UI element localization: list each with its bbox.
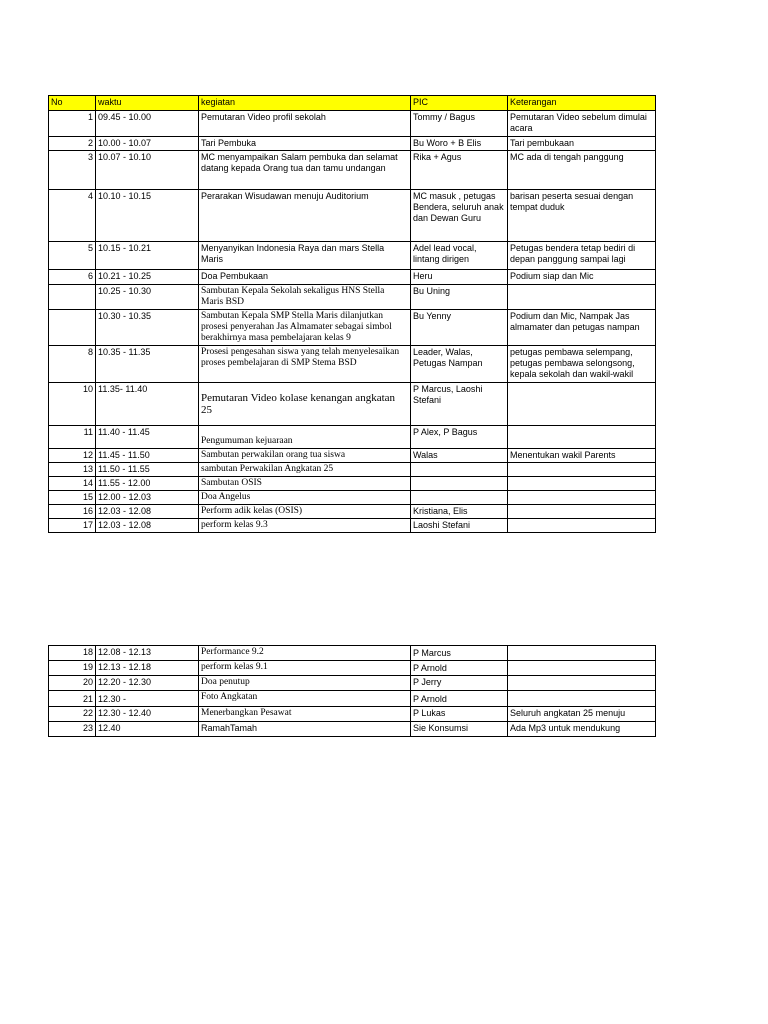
row-keterangan: petugas pembawa selempang, petugas pembawa selongsong, kepala sekolah dan wakil-wakil — [508, 346, 656, 383]
row-no: 16 — [49, 505, 96, 519]
table-row — [49, 270, 656, 285]
row-keterangan: Pemutaran Video sebelum dimulai acara — [508, 111, 656, 137]
row-keterangan: Menentukan wakil Parents — [508, 449, 656, 463]
table-row — [49, 519, 656, 533]
header-no: No — [49, 96, 96, 111]
row-pic: Adel lead vocal, lintang dirigen — [411, 242, 508, 270]
row-waktu: 11.50 - 11.55 — [96, 463, 199, 477]
table-row — [49, 722, 656, 737]
row-kegiatan: sambutan Perwakilan Angkatan 25 — [199, 463, 411, 477]
row-no: 6 — [49, 270, 96, 285]
row-pic: Leader, Walas, Petugas Nampan — [411, 346, 508, 383]
row-no: 12 — [49, 449, 96, 463]
row-keterangan: barisan peserta sesuai dengan tempat duduk — [508, 190, 656, 242]
row-kegiatan: perform kelas 9.3 — [199, 519, 411, 533]
row-keterangan: Ada Mp3 untuk mendukung — [508, 722, 656, 737]
row-pic: Heru — [411, 270, 508, 285]
row-pic — [411, 477, 508, 491]
row-no: 23 — [49, 722, 96, 737]
row-pic: Laoshi Stefani — [411, 519, 508, 533]
table-row — [49, 190, 656, 242]
row-pic: Bu Uning — [411, 285, 508, 310]
row-keterangan: Podium dan Mic, Nampak Jas almamater dan petugas nampan — [508, 310, 656, 346]
row-waktu: 12.08 - 12.13 — [96, 646, 199, 661]
row-kegiatan: RamahTamah — [199, 722, 411, 737]
row-kegiatan: Sambutan Kepala Sekolah sekaligus HNS Stella Maris BSD — [199, 285, 411, 310]
row-no: 19 — [49, 661, 96, 676]
row-waktu: 10.10 - 10.15 — [96, 190, 199, 242]
row-kegiatan: Doa penutup — [199, 676, 411, 691]
row-kegiatan: Doa Pembukaan — [199, 270, 411, 285]
row-no: 11 — [49, 426, 96, 449]
row-kegiatan: MC menyampaikan Salam pembuka dan selamat datang kepada Orang tua dan tamu undangan — [199, 151, 411, 190]
table-header-row — [49, 96, 656, 111]
row-no: 14 — [49, 477, 96, 491]
row-pic: P Marcus — [411, 646, 508, 661]
row-pic: P Arnold — [411, 691, 508, 707]
row-waktu: 12.30 - — [96, 691, 199, 707]
row-keterangan — [508, 426, 656, 449]
row-waktu: 11.35- 11.40 — [96, 383, 199, 426]
table-row — [49, 346, 656, 383]
row-keterangan — [508, 491, 656, 505]
header-pic: PIC — [411, 96, 508, 111]
row-no: 1 — [49, 111, 96, 137]
table-row — [49, 383, 656, 426]
row-kegiatan: Tari Pembuka — [199, 137, 411, 151]
row-waktu: 10.30 - 10.35 — [96, 310, 199, 346]
table-row — [49, 463, 656, 477]
row-pic — [411, 463, 508, 477]
row-keterangan: Seluruh angkatan 25 menuju — [508, 707, 656, 722]
row-kegiatan: perform kelas 9.1 — [199, 661, 411, 676]
row-waktu: 10.25 - 10.30 — [96, 285, 199, 310]
row-waktu: 10.15 - 10.21 — [96, 242, 199, 270]
row-pic: Sie Konsumsi — [411, 722, 508, 737]
row-pic: P Jerry — [411, 676, 508, 691]
row-keterangan — [508, 519, 656, 533]
row-keterangan — [508, 676, 656, 691]
row-kegiatan: Pengumuman kejuaraan — [199, 426, 411, 449]
table-row — [49, 111, 656, 137]
row-keterangan — [508, 383, 656, 426]
row-no: 22 — [49, 707, 96, 722]
table-row — [49, 661, 656, 676]
row-keterangan — [508, 285, 656, 310]
row-waktu: 11.55 - 12.00 — [96, 477, 199, 491]
row-no: 21 — [49, 691, 96, 707]
table-row — [49, 491, 656, 505]
row-keterangan — [508, 505, 656, 519]
row-no: 4 — [49, 190, 96, 242]
schedule-table-main — [48, 95, 656, 533]
row-keterangan — [508, 646, 656, 661]
row-waktu: 12.40 — [96, 722, 199, 737]
header-waktu: waktu — [96, 96, 199, 111]
table-row — [49, 285, 656, 310]
table-row — [49, 707, 656, 722]
table-row — [49, 151, 656, 190]
row-no — [49, 285, 96, 310]
table-row — [49, 310, 656, 346]
row-no: 15 — [49, 491, 96, 505]
row-kegiatan: Pemutaran Video profil sekolah — [199, 111, 411, 137]
row-pic: P Arnold — [411, 661, 508, 676]
table-row — [49, 449, 656, 463]
row-kegiatan: Sambutan perwakilan orang tua siswa — [199, 449, 411, 463]
row-kegiatan: Doa Angelus — [199, 491, 411, 505]
row-no: 10 — [49, 383, 96, 426]
table-row — [49, 477, 656, 491]
row-keterangan: Petugas bendera tetap bediri di depan panggung sampai lagi — [508, 242, 656, 270]
table-row — [49, 691, 656, 707]
row-pic: MC masuk , petugas Bendera, seluruh anak dan Dewan Guru — [411, 190, 508, 242]
row-pic: Walas — [411, 449, 508, 463]
row-keterangan — [508, 691, 656, 707]
row-no: 5 — [49, 242, 96, 270]
table-row — [49, 137, 656, 151]
row-keterangan: Podium siap dan Mic — [508, 270, 656, 285]
row-waktu: 12.30 - 12.40 — [96, 707, 199, 722]
row-keterangan — [508, 477, 656, 491]
row-waktu: 09.45 - 10.00 — [96, 111, 199, 137]
row-pic: P Marcus, Laoshi Stefani — [411, 383, 508, 426]
row-pic: P Alex, P Bagus — [411, 426, 508, 449]
row-no: 13 — [49, 463, 96, 477]
schedule-table-continued — [48, 645, 656, 737]
row-kegiatan: Performance 9.2 — [199, 646, 411, 661]
table-row — [49, 505, 656, 519]
row-keterangan — [508, 661, 656, 676]
row-kegiatan: Sambutan Kepala SMP Stella Maris dilanjutkan prosesi penyerahan Jas Almamater sebagai simbol berakhirnya masa pembelajaran kelas 9 — [199, 310, 411, 346]
header-keterangan: Keterangan — [508, 96, 656, 111]
row-pic: Rika + Agus — [411, 151, 508, 190]
row-no: 20 — [49, 676, 96, 691]
row-kegiatan: Sambutan OSIS — [199, 477, 411, 491]
row-no: 3 — [49, 151, 96, 190]
row-waktu: 10.35 - 11.35 — [96, 346, 199, 383]
row-waktu: 12.03 - 12.08 — [96, 519, 199, 533]
row-no: 8 — [49, 346, 96, 383]
row-waktu: 11.40 - 11.45 — [96, 426, 199, 449]
row-pic: Tommy / Bagus — [411, 111, 508, 137]
table-row — [49, 676, 656, 691]
table-row — [49, 426, 656, 449]
row-waktu: 10.21 - 10.25 — [96, 270, 199, 285]
row-kegiatan: Prosesi pengesahan siswa yang telah menyelesaikan proses pembelajaran di SMP Stema BSD — [199, 346, 411, 383]
row-keterangan — [508, 463, 656, 477]
row-kegiatan: Perform adik kelas (OSIS) — [199, 505, 411, 519]
row-waktu: 12.03 - 12.08 — [96, 505, 199, 519]
row-pic: P Lukas — [411, 707, 508, 722]
row-pic: Bu Woro + B Elis — [411, 137, 508, 151]
row-kegiatan: Foto Angkatan — [199, 691, 411, 707]
row-waktu: 12.00 - 12.03 — [96, 491, 199, 505]
row-waktu: 11.45 - 11.50 — [96, 449, 199, 463]
row-waktu: 10.07 - 10.10 — [96, 151, 199, 190]
row-kegiatan: Menerbangkan Pesawat — [199, 707, 411, 722]
row-kegiatan: Perarakan Wisudawan menuju Auditorium — [199, 190, 411, 242]
row-pic: Bu Yenny — [411, 310, 508, 346]
row-kegiatan: Pemutaran Video kolase kenangan angkatan 25 — [199, 383, 411, 426]
header-kegiatan: kegiatan — [199, 96, 411, 111]
row-waktu: 12.13 - 12.18 — [96, 661, 199, 676]
table-row — [49, 242, 656, 270]
row-keterangan: Tari pembukaan — [508, 137, 656, 151]
row-no: 2 — [49, 137, 96, 151]
row-keterangan: MC ada di tengah panggung — [508, 151, 656, 190]
row-pic — [411, 491, 508, 505]
row-kegiatan: Menyanyikan Indonesia Raya dan mars Stella Maris — [199, 242, 411, 270]
row-no: 17 — [49, 519, 96, 533]
row-no: 18 — [49, 646, 96, 661]
row-waktu: 10.00 - 10.07 — [96, 137, 199, 151]
row-waktu: 12.20 - 12.30 — [96, 676, 199, 691]
row-pic: Kristiana, Elis — [411, 505, 508, 519]
row-no — [49, 310, 96, 346]
table-row — [49, 646, 656, 661]
